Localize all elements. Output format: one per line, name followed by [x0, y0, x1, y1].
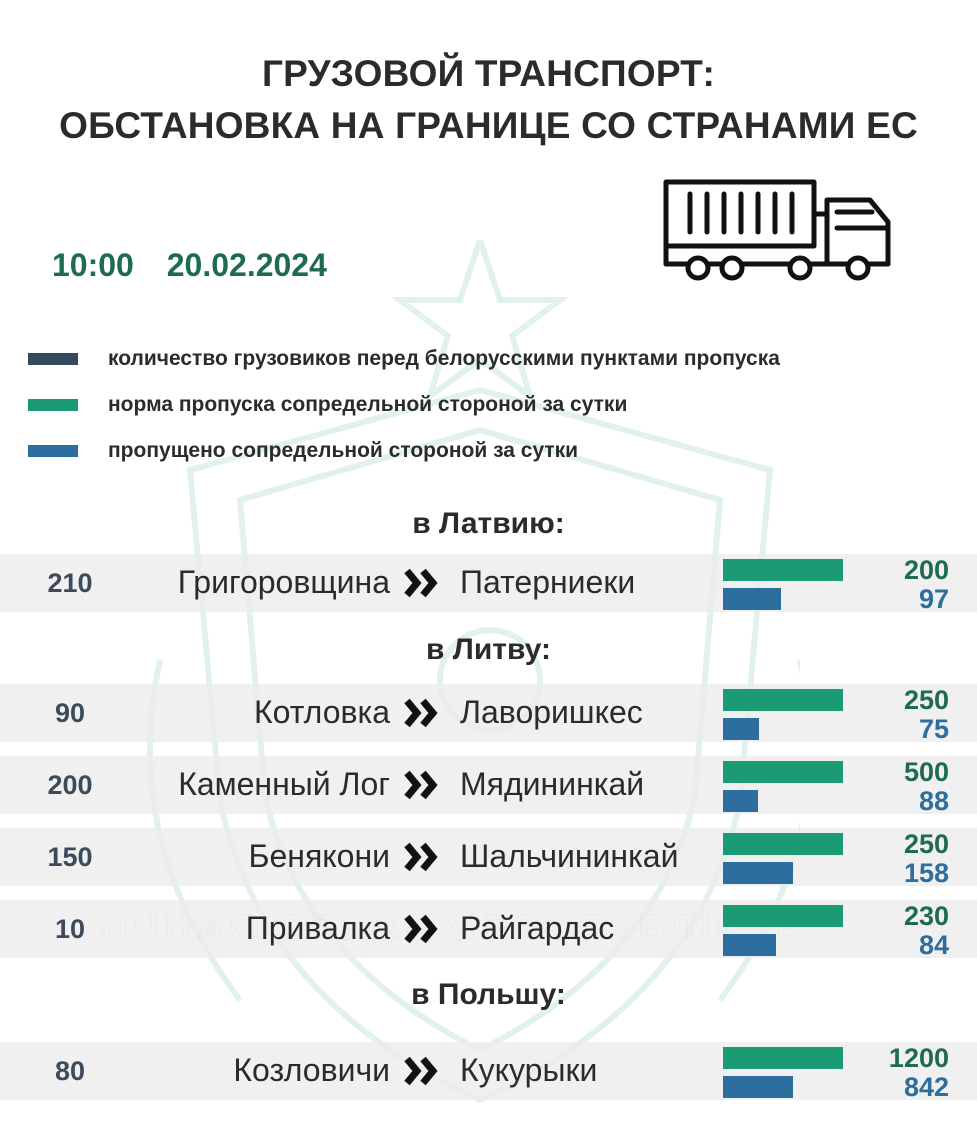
- legend-label: норма пропуска сопредельной стороной за сутки: [108, 393, 628, 416]
- section-title-text: в Польшу:: [411, 978, 566, 1011]
- norm-value: 250: [903, 829, 949, 859]
- section-title-text: в Латвию:: [412, 507, 565, 540]
- norm-bar: [723, 833, 843, 855]
- double-chevron-right-icon: [403, 698, 443, 728]
- passed-value: 88: [918, 786, 949, 816]
- report-time: 10:00: [52, 247, 134, 283]
- legend-item: [28, 428, 780, 474]
- crossing-row: [0, 828, 977, 886]
- report-datetime: [52, 247, 351, 284]
- norm-value: 230: [903, 901, 949, 931]
- passed-value: 158: [903, 858, 949, 888]
- report-date: 20.02.2024: [166, 247, 327, 283]
- legend-item: [28, 336, 780, 382]
- queue-count: 10: [54, 914, 86, 944]
- norm-value: 500: [903, 757, 949, 787]
- passed-value: 97: [918, 584, 949, 614]
- norm-bar: [723, 689, 843, 711]
- checkpoint-by: Григоровщина: [177, 564, 390, 600]
- legend-swatch-queue: [28, 353, 78, 365]
- passed-bar: [723, 862, 793, 884]
- checkpoint-neighbour: Мядининкай: [460, 766, 645, 802]
- checkpoint-by: Котловка: [253, 694, 390, 730]
- section-title-latvia: [0, 507, 977, 541]
- crossing-row: [0, 756, 977, 814]
- queue-count: 80: [54, 1056, 86, 1086]
- legend-item: [28, 382, 780, 428]
- queue-count: 150: [47, 842, 93, 872]
- checkpoint-by: Каменный Лог: [178, 766, 390, 802]
- checkpoint-neighbour: Патерниеки: [460, 564, 636, 600]
- double-chevron-right-icon: [403, 914, 443, 944]
- crossing-row: [0, 900, 977, 958]
- legend-label: количество грузовиков перед белорусскими пунктами пропуска: [108, 347, 780, 370]
- norm-bar: [723, 905, 843, 927]
- checkpoint-neighbour: Райгардас: [460, 910, 615, 946]
- queue-count: 210: [47, 568, 93, 598]
- double-chevron-right-icon: [403, 1056, 443, 1086]
- norm-bar: [723, 761, 843, 783]
- norm-value: 250: [903, 685, 949, 715]
- title-line-2: ОБСТАНОВКА НА ГРАНИЦЕ СО СТРАНАМИ ЕС: [59, 105, 918, 146]
- title-line-1: ГРУЗОВОЙ ТРАНСПОРТ:: [261, 53, 716, 94]
- queue-count: 200: [47, 770, 93, 800]
- passed-bar: [723, 934, 776, 956]
- truck-icon: [662, 178, 894, 284]
- passed-value: 75: [918, 714, 949, 744]
- passed-bar: [723, 790, 758, 812]
- double-chevron-right-icon: [403, 842, 443, 872]
- section-title-lithuania: [0, 633, 977, 667]
- legend-swatch-norm: [28, 399, 78, 411]
- checkpoint-by: Бенякони: [248, 838, 390, 874]
- checkpoint-neighbour: Шальчининкай: [460, 838, 679, 874]
- page-title: [0, 48, 977, 152]
- section-title-poland: [0, 978, 977, 1012]
- passed-value: 842: [903, 1072, 949, 1102]
- passed-bar: [723, 718, 759, 740]
- legend: [28, 336, 780, 474]
- norm-bar: [723, 559, 843, 581]
- checkpoint-neighbour: Кукурыки: [460, 1052, 598, 1088]
- checkpoint-neighbour: Лаворишкес: [460, 694, 643, 730]
- crossing-row: [0, 684, 977, 742]
- norm-value: 200: [903, 555, 949, 585]
- double-chevron-right-icon: [403, 568, 443, 598]
- checkpoint-by: Козловичи: [233, 1052, 390, 1088]
- passed-value: 84: [918, 930, 949, 960]
- norm-bar: [723, 1047, 843, 1069]
- legend-label: пропущено сопредельной стороной за сутки: [108, 439, 579, 462]
- legend-swatch-passed: [28, 445, 78, 457]
- norm-value: 1200: [888, 1043, 949, 1073]
- passed-bar: [723, 1076, 793, 1098]
- checkpoint-by: Привалка: [245, 910, 390, 946]
- section-title-text: в Литву:: [426, 633, 551, 666]
- crossing-row: [0, 1042, 977, 1100]
- passed-bar: [723, 588, 781, 610]
- double-chevron-right-icon: [403, 770, 443, 800]
- crossing-row: [0, 554, 977, 612]
- queue-count: 90: [54, 698, 86, 728]
